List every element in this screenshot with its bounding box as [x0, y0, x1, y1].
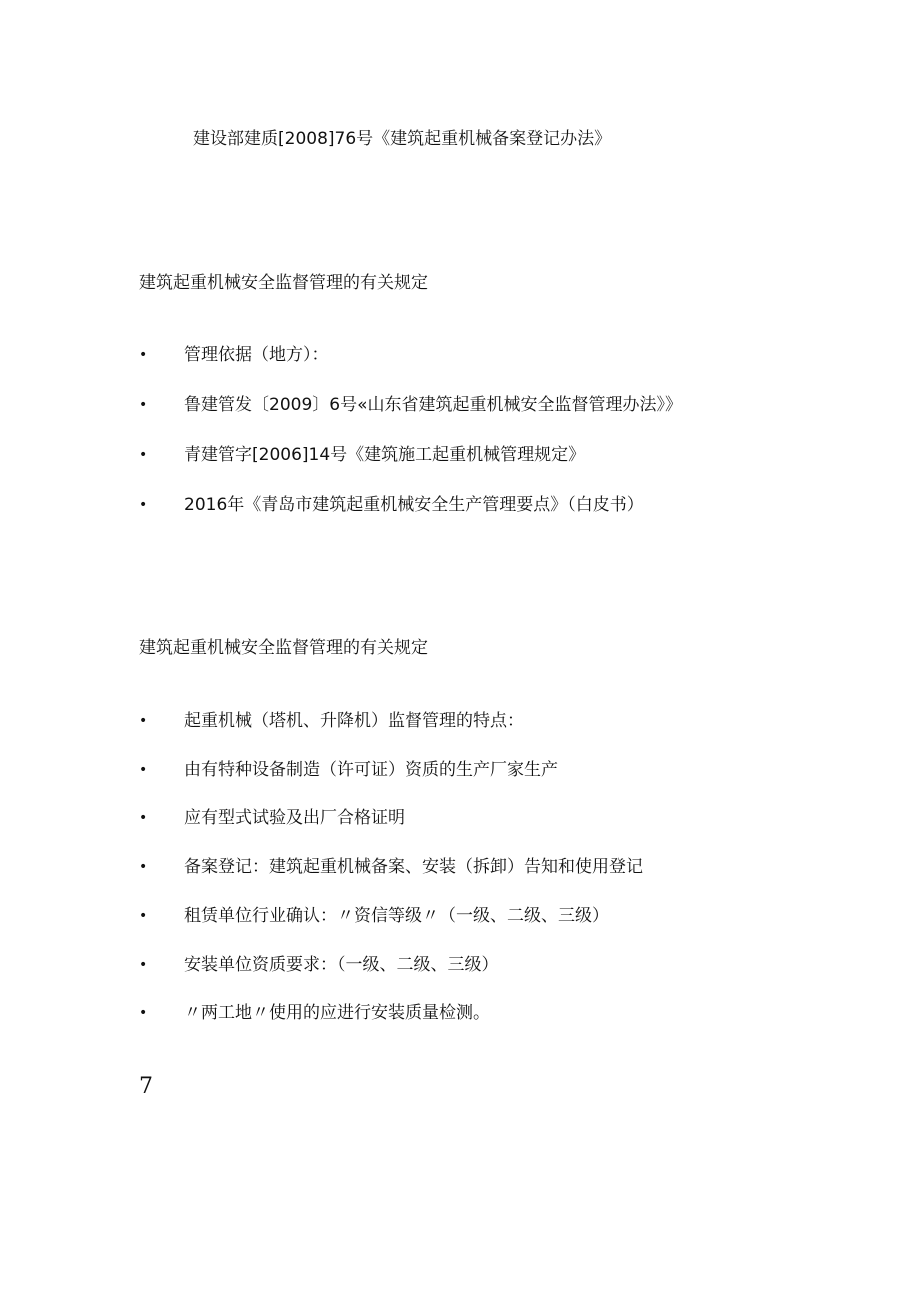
- list-item: [0, 1001, 920, 1025]
- list-item-text: 安装单位资质要求：（一级、二级、三级）: [184, 955, 499, 975]
- list-item-text: 管理依据（地方）：: [184, 345, 329, 365]
- list-item-text: 〃两工地〃使用的应进行安装质量检测。: [184, 1003, 490, 1023]
- list-item: [0, 443, 920, 467]
- list-item-text: 鲁建管发〔2009〕6号«山东省建筑起重机械安全监督管理办法》》: [184, 395, 682, 415]
- bullet-icon: •: [139, 810, 148, 826]
- list-item: [0, 343, 920, 367]
- list-item: [0, 709, 920, 733]
- bullet-icon: •: [139, 957, 148, 973]
- list-item: [0, 806, 920, 830]
- list-item: [0, 758, 920, 782]
- bullet-icon: •: [139, 762, 148, 778]
- list-item-text: 租赁单位行业确认：〃资信等级〃（一级、二级、三级）: [184, 906, 609, 926]
- bullet-icon: •: [139, 447, 148, 463]
- list-item: [0, 904, 920, 928]
- document-title: 建设部建质[2008]76号《建筑起重机械备案登记办法》: [193, 129, 612, 149]
- list-item: [0, 953, 920, 977]
- bullet-icon: •: [139, 859, 148, 875]
- list-item: [0, 393, 920, 417]
- list-item-text: 备案登记：建筑起重机械备案、安装（拆卸）告知和使用登记: [184, 857, 643, 877]
- list-item: [0, 493, 920, 517]
- list-item-text: 2016年《青岛市建筑起重机械安全生产管理要点》（白皮书）: [184, 495, 644, 515]
- bullet-icon: •: [139, 908, 148, 924]
- bullet-icon: •: [139, 713, 148, 729]
- section-1-heading: 建筑起重机械安全监督管理的有关规定: [139, 273, 428, 293]
- bullet-icon: •: [139, 1005, 148, 1021]
- bullet-icon: •: [139, 347, 148, 363]
- list-item-text: 起重机械（塔机、升降机）监督管理的特点：: [184, 711, 524, 731]
- list-item-text: 由有特种设备制造（许可证）资质的生产厂家生产: [184, 760, 558, 780]
- bullet-icon: •: [139, 497, 148, 513]
- list-item-text: 应有型式试验及出厂合格证明: [184, 808, 405, 828]
- list-item: [0, 855, 920, 879]
- section-2-heading: 建筑起重机械安全监督管理的有关规定: [139, 638, 428, 658]
- list-item-text: 青建管字[2006]14号《建筑施工起重机械管理规定》: [184, 445, 586, 465]
- page-number: 7: [139, 1074, 153, 1099]
- bullet-icon: •: [139, 397, 148, 413]
